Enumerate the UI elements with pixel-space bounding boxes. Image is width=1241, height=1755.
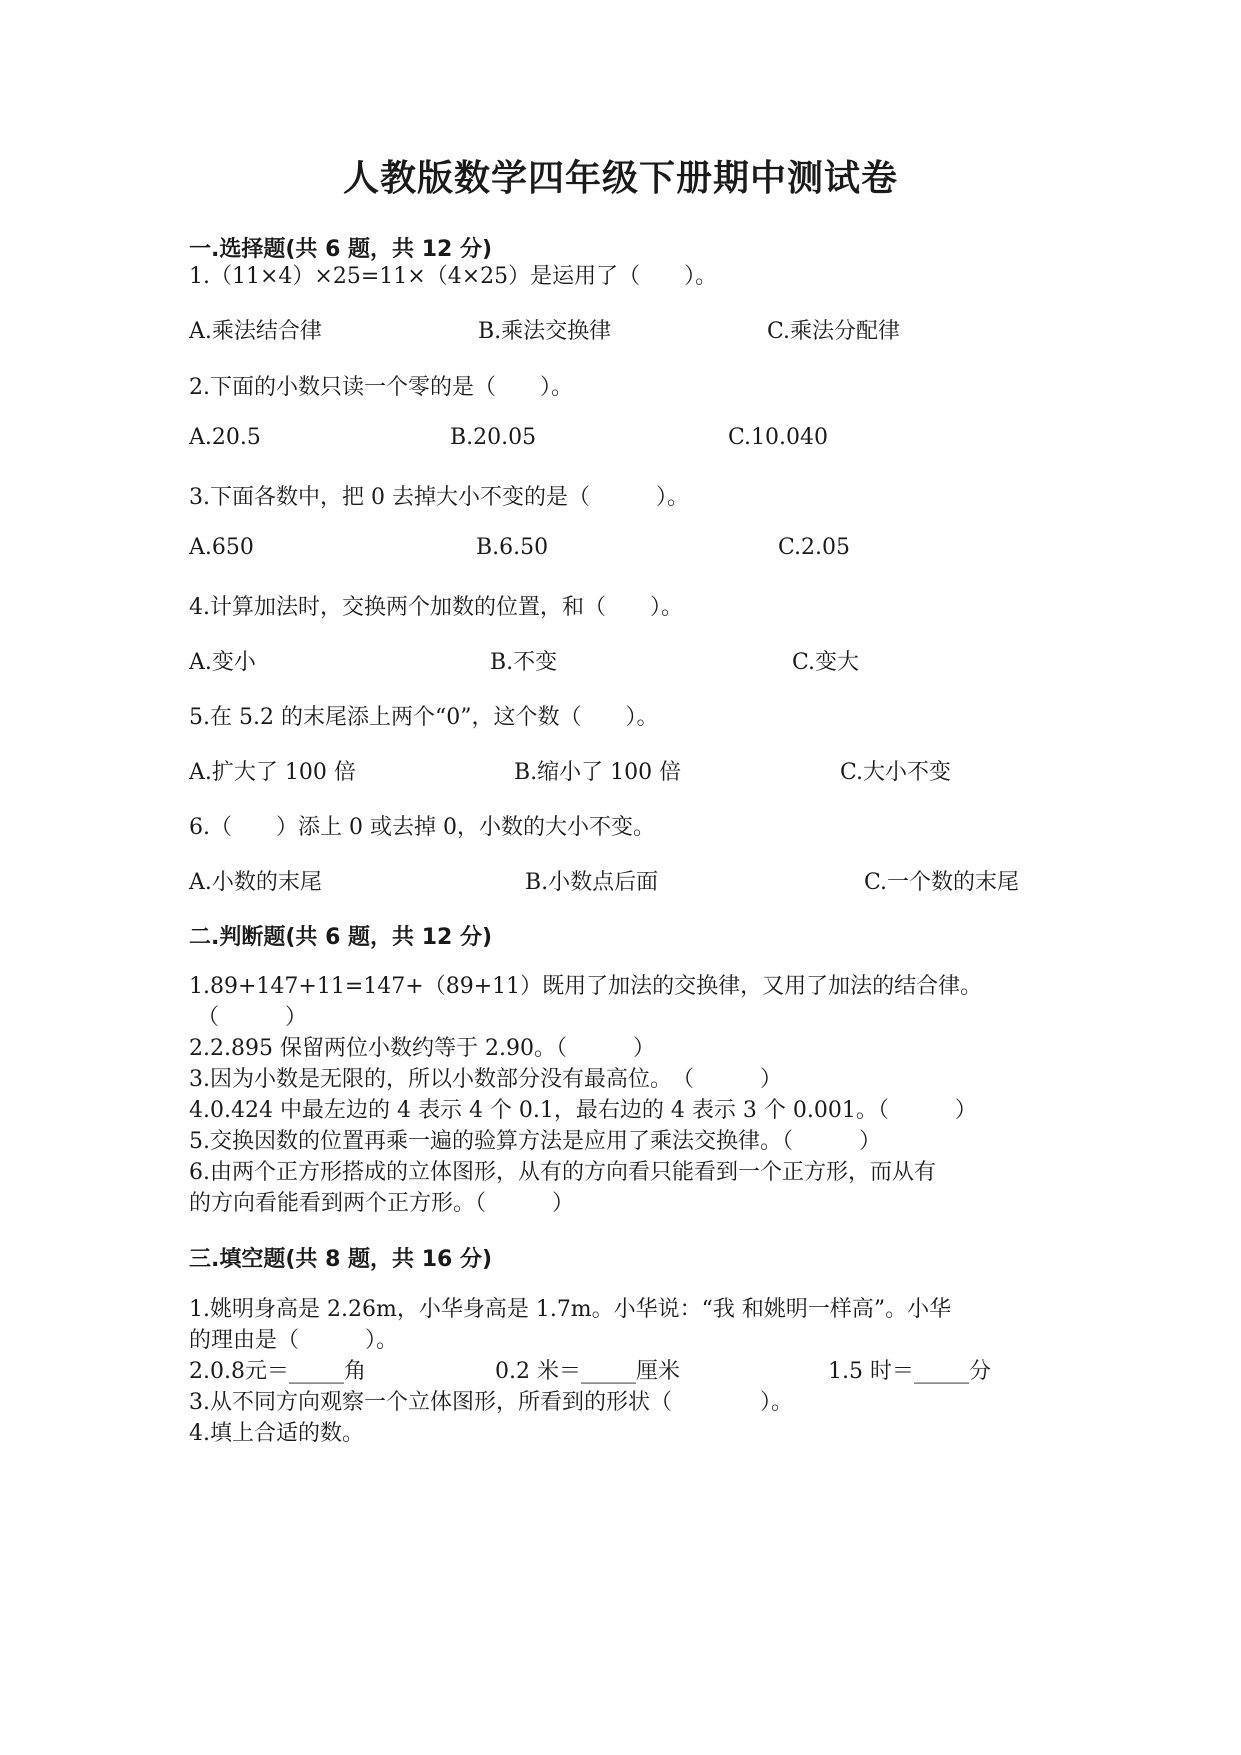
fill-line: 1.姚明身高是 2.26m，小华身高是 1.7m。小华说：“我 和姚明一样高”。小华 [189, 1297, 952, 1322]
option-c: C.大小不变 [840, 760, 952, 785]
option-a: A.变小 [189, 650, 256, 675]
question-text: 6.（ ）添上 0 或去掉 0，小数的大小不变。 [189, 815, 655, 840]
section-heading-fill: 三.填空题(共 8 题，共 16 分) [189, 1247, 493, 1272]
question-text: 3.下面各数中，把 0 去掉大小不变的是（ ）。 [189, 485, 689, 510]
question-text: 4.计算加法时，交换两个加数的位置，和（ ）。 [189, 595, 683, 620]
option-b: B.乘法交换律 [478, 319, 612, 344]
option-b: B.不变 [490, 650, 558, 675]
fill-line: 的理由是（ ）。 [189, 1328, 399, 1353]
option-c: C.10.040 [728, 425, 829, 450]
judgment-line: 6.由两个正方形搭成的立体图形，从有的方向看只能看到一个正方形，而从有 [189, 1160, 936, 1185]
question-text: 2.下面的小数只读一个零的是（ ）。 [189, 375, 573, 400]
judgment-line: 5.交换因数的位置再乘一遍的验算方法是应用了乘法交换律。（ ） [189, 1129, 881, 1154]
judgment-line: 1.89+147+11=147+（89+11）既用了加法的交换律，又用了加法的结合律。 [189, 974, 983, 999]
fill-blank-item: 0.2 米＝_____厘米 [495, 1359, 680, 1384]
option-a: A.20.5 [189, 425, 261, 450]
option-b: B.缩小了 100 倍 [514, 760, 682, 785]
question-text: 1.（11×4）×25=11×（4×25）是运用了（ ）。 [189, 264, 718, 289]
section-heading-judgment: 二.判断题(共 6 题，共 12 分) [189, 925, 493, 950]
fill-blank-item: 2.0.8元＝_____角 [189, 1359, 366, 1384]
option-a: A.650 [189, 535, 254, 560]
fill-line: 4.填上合适的数。 [189, 1421, 364, 1446]
judgment-line: 3.因为小数是无限的，所以小数部分没有最高位。 （ ） [189, 1067, 782, 1092]
judgment-line: 2.2.895 保留两位小数约等于 2.90。（ ） [189, 1036, 655, 1061]
option-c: C.一个数的末尾 [864, 870, 1020, 895]
option-b: B.小数点后面 [525, 870, 659, 895]
option-a: A.扩大了 100 倍 [189, 760, 356, 785]
option-c: C.2.05 [778, 535, 851, 560]
section-heading-choice: 一.选择题(共 6 题，共 12 分) [189, 237, 493, 262]
option-c: C.乘法分配律 [767, 319, 901, 344]
option-c: C.变大 [792, 650, 860, 675]
question-text: 5.在 5.2 的末尾添上两个“0”，这个数（ ）。 [189, 705, 659, 730]
page-title: 人教版数学四年级下册期中测试卷 [342, 157, 898, 199]
fill-blank-item: 1.5 时＝_____分 [828, 1359, 991, 1384]
judgment-line: 的方向看能看到两个正方形。（ ） [189, 1191, 575, 1216]
option-b: B.20.05 [450, 425, 537, 450]
judgment-line: 4.0.424 中最左边的 4 表示 4 个 0.1，最右边的 4 表示 3 个 0.001。（ ） [189, 1098, 977, 1123]
option-a: A.小数的末尾 [189, 870, 322, 895]
option-a: A.乘法结合律 [189, 319, 322, 344]
option-b: B.6.50 [476, 535, 549, 560]
fill-line: 3.从不同方向观察一个立体图形，所看到的形状（ ）。 [189, 1390, 793, 1415]
judgment-line: （ ） [197, 1005, 308, 1030]
